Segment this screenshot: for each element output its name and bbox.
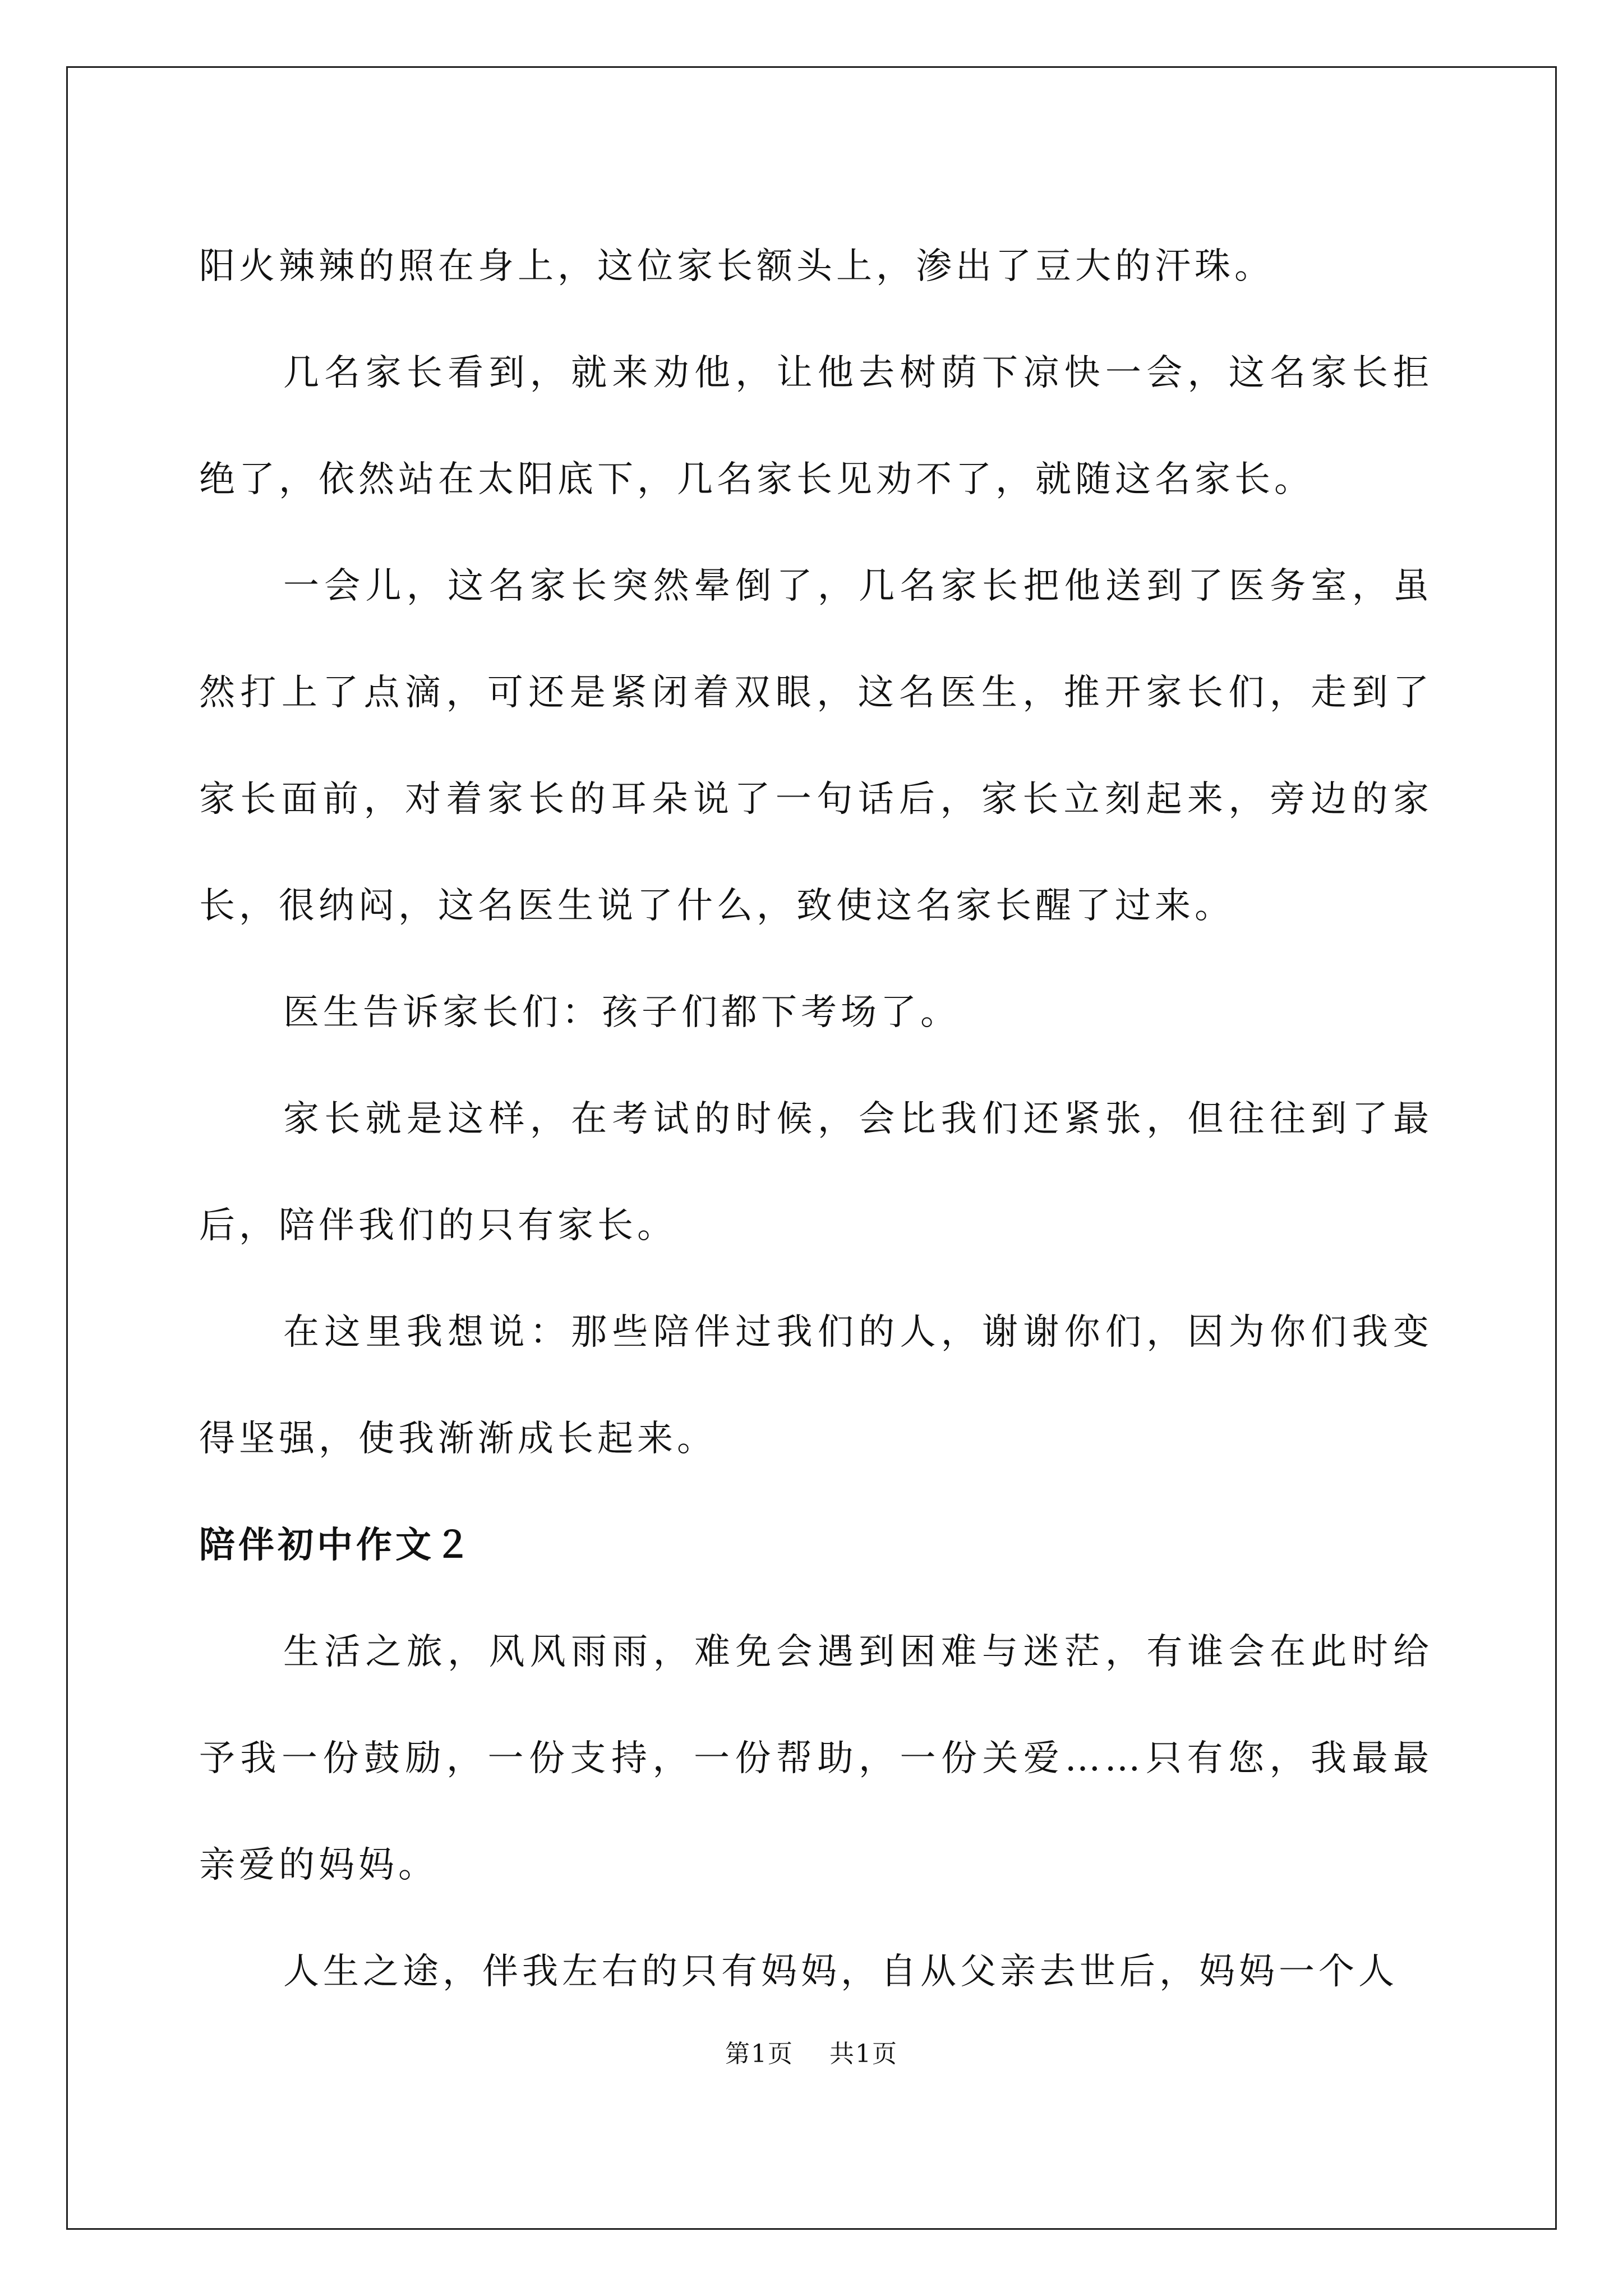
page-number: 第1页 <box>725 2040 794 2068</box>
paragraph-2: 几名家长看到，就来劝他，让他去树荫下凉快一会，这名家长拒绝了，依然站在太阳底下，几名家长见劝不了，就随这名家长。 <box>199 352 1433 500</box>
page-footer <box>0 2033 1623 2069</box>
paragraph-1: 阳火辣辣的照在身上，这位家长额头上，渗出了豆大的汗珠。 <box>199 246 1274 287</box>
section-paragraph-2: 人生之途，伴我左右的只有妈妈，自从父亲去世后，妈妈一个人 <box>283 1951 1398 1993</box>
paragraph-3: 一会儿，这名家长突然晕倒了，几名家长把他送到了医务室，虽然打上了点滴，可还是紧闭着双眼，这名医生，推开家长们，走到了家长面前，对着家长的耳朵说了一句话后，家长立刻起来，旁边的家长，很纳闷，这名医生说了什么，致使这名家长醒了过来。 <box>199 565 1433 927</box>
section-paragraph-1: 生活之旅，风风雨雨，难免会遇到困难与迷茫，有谁会在此时给予我一份鼓励，一份支持，一份帮助，一份关爱……只有您，我最最亲爱的妈妈。 <box>199 1631 1433 1886</box>
paragraph-4: 医生告诉家长们：孩子们都下考场了。 <box>283 992 960 1033</box>
section-heading: 陪伴初中作文２ <box>199 1524 474 1566</box>
page-total: 共1页 <box>829 2040 898 2068</box>
document-body <box>199 213 1433 2025</box>
paragraph-6: 在这里我想说：那些陪伴过我们的人，谢谢你们，因为你们我变得坚强，使我渐渐成长起来。 <box>199 1312 1433 1460</box>
paragraph-5: 家长就是这样，在考试的时候，会比我们还紧张，但往往到了最后，陪伴我们的只有家长。 <box>199 1098 1433 1246</box>
